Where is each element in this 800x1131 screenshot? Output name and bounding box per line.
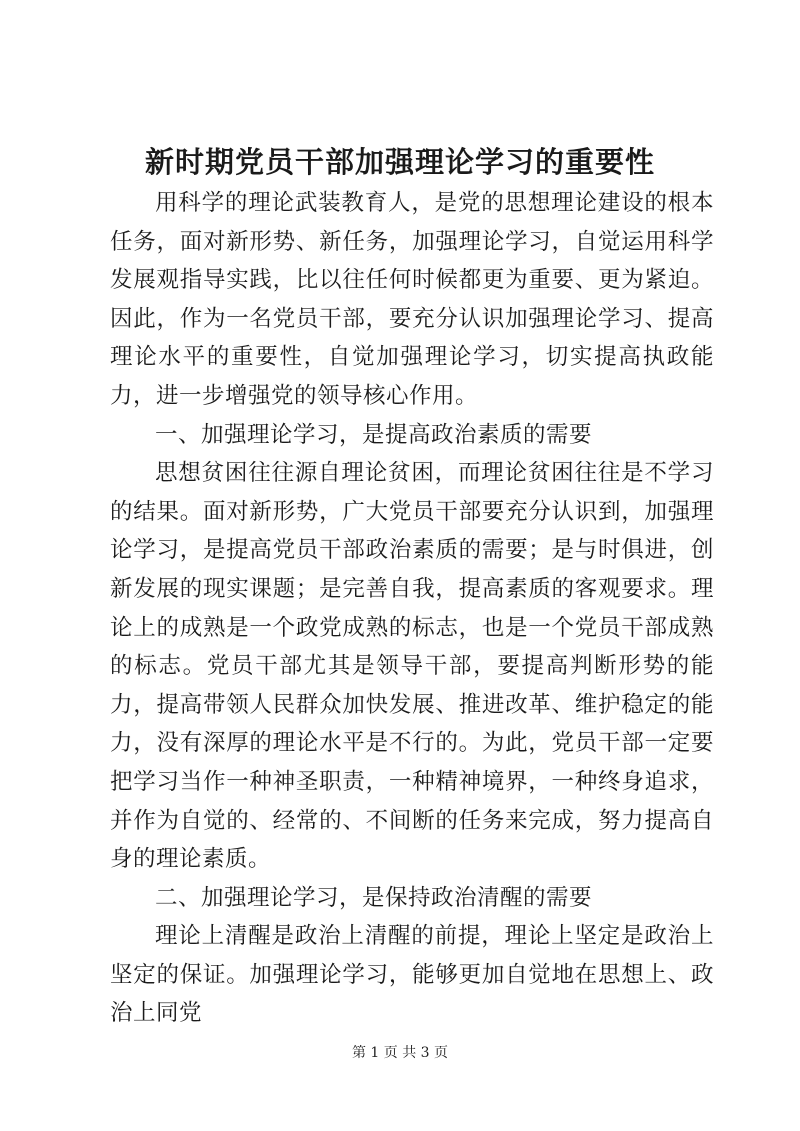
section-1-paragraph: 思想贫困往往源自理论贫困，而理论贫困往往是不学习的结果。面对新形势，广大党员干部要充分认识到，加强理论学习，是提高党员干部政治素质的需要；是与时俱进，创新发展的现实课题；是完善自我，提高素质的客观要求。理论上的成熟是一个政党成熟的标志，也是一个党员干部成熟的标志。党员干部尤其是领导干部，要提高判断形势的能力，提高带领人民群众加快发展、推进改革、维护稳定的能力，没有深厚的理论水平是不行的。为此，党员干部一定要把学习当作一种神圣职责，一种精神境界，一种终身追求，并作为自觉的、经常的、不间断的任务来完成，努力提高自身的理论素质。 bbox=[110, 460, 714, 873]
section-heading-1: 一、加强理论学习，是提高政治素质的需要 bbox=[155, 421, 593, 448]
intro-paragraph: 用科学的理论武装教育人，是党的思想理论建设的根本任务，面对新形势、新任务，加强理论学习，自觉运用科学发展观指导实践，比以往任何时候都更为重要、更为紧迫。因此，作为一名党员干部，要充分认识加强理论学习、提高理论水平的重要性，自觉加强理论学习，切实提高执政能力，进一步增强党的领导核心作用。 bbox=[110, 190, 714, 409]
page-footer: 第 1 页 共 3 页 bbox=[351, 1045, 449, 1061]
document-body bbox=[110, 184, 714, 1033]
section-heading-2: 二、加强理论学习，是保持政治清醒的需要 bbox=[155, 884, 593, 911]
document-title: 新时期党员干部加强理论学习的重要性 bbox=[144, 145, 655, 179]
section-2-paragraph: 理论上清醒是政治上清醒的前提，理论上坚定是政治上坚定的保证。加强理论学习，能够更加自觉地在思想上、政治上同党 bbox=[110, 923, 714, 1027]
